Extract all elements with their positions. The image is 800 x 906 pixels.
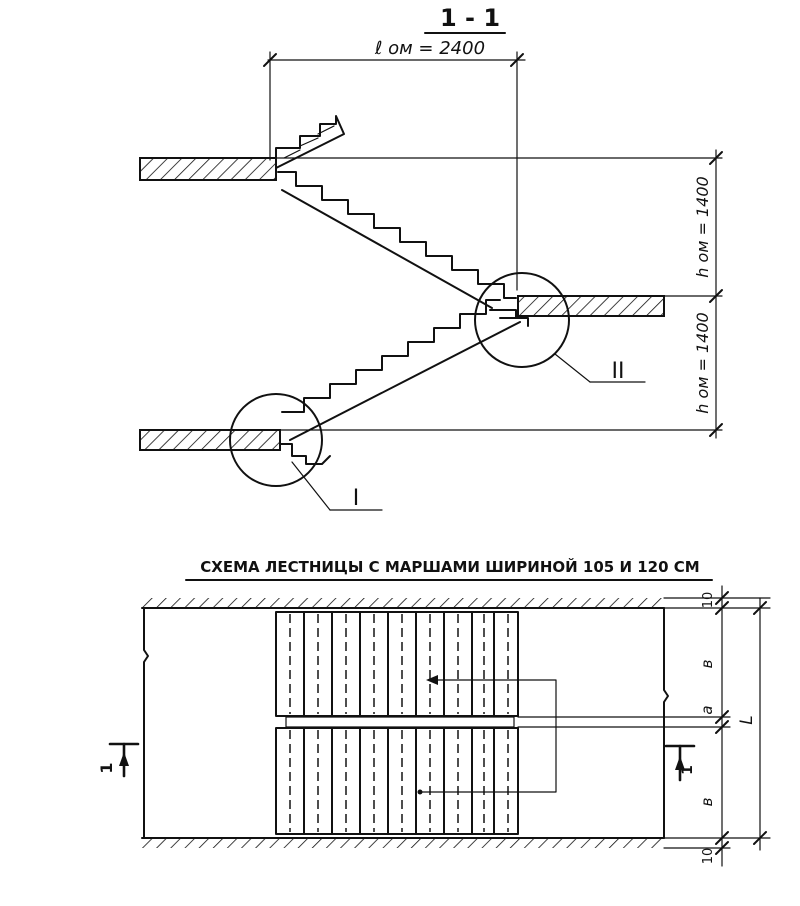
left-wall	[144, 608, 148, 838]
dim-L-label: L	[737, 715, 757, 725]
middle-landing-slab	[518, 296, 664, 316]
lower-flight	[282, 300, 500, 412]
cut-marker-left	[97, 744, 138, 776]
dim-bottom-label: 10	[701, 847, 716, 865]
cut-label-left: 1	[97, 762, 116, 774]
section-view	[140, 4, 722, 511]
cut-marker-right	[666, 746, 696, 780]
dim-b-upper-label: в	[698, 659, 716, 669]
upper-run-treads	[290, 612, 508, 716]
node-ii-circle	[475, 273, 569, 367]
upper-run	[276, 612, 518, 716]
direction-path	[420, 680, 556, 792]
upper-floor-slab	[140, 158, 276, 180]
cut-label-right: 1	[680, 765, 696, 775]
dim-top-label: 10	[701, 591, 716, 609]
bottom-wall	[142, 838, 664, 848]
dim-a-label: а	[698, 705, 716, 715]
length-label: ℓ ом = 2400	[374, 38, 486, 59]
section-title: 1 - 1	[439, 4, 501, 32]
node-ii-leader	[555, 354, 590, 382]
upper-flight-soffit	[282, 190, 492, 308]
dim-b-lower-label: в	[698, 797, 716, 807]
plan-title: СХЕМА ЛЕСТНИЦЫ С МАРШАМИ ШИРИНОЙ 105 И 120 СМ	[200, 558, 700, 576]
height-lower-label: h ом = 1400	[693, 312, 712, 414]
direction-start-dot	[418, 790, 423, 795]
height-upper-label: h ом = 1400	[693, 176, 712, 278]
node-ii-label: II	[611, 359, 625, 384]
lower-run	[276, 728, 518, 834]
upper-flight	[278, 172, 516, 298]
node-i-label: I	[352, 486, 360, 511]
top-wall	[142, 598, 664, 608]
lower-floor-slab	[140, 430, 280, 450]
lower-stub-steps	[280, 444, 330, 464]
plan-view	[97, 557, 770, 866]
gap-slab	[286, 717, 514, 727]
direction-arrowhead	[426, 675, 438, 685]
lower-run-treads	[290, 728, 508, 834]
right-wall	[664, 608, 668, 838]
lower-flight-soffit	[290, 322, 520, 440]
